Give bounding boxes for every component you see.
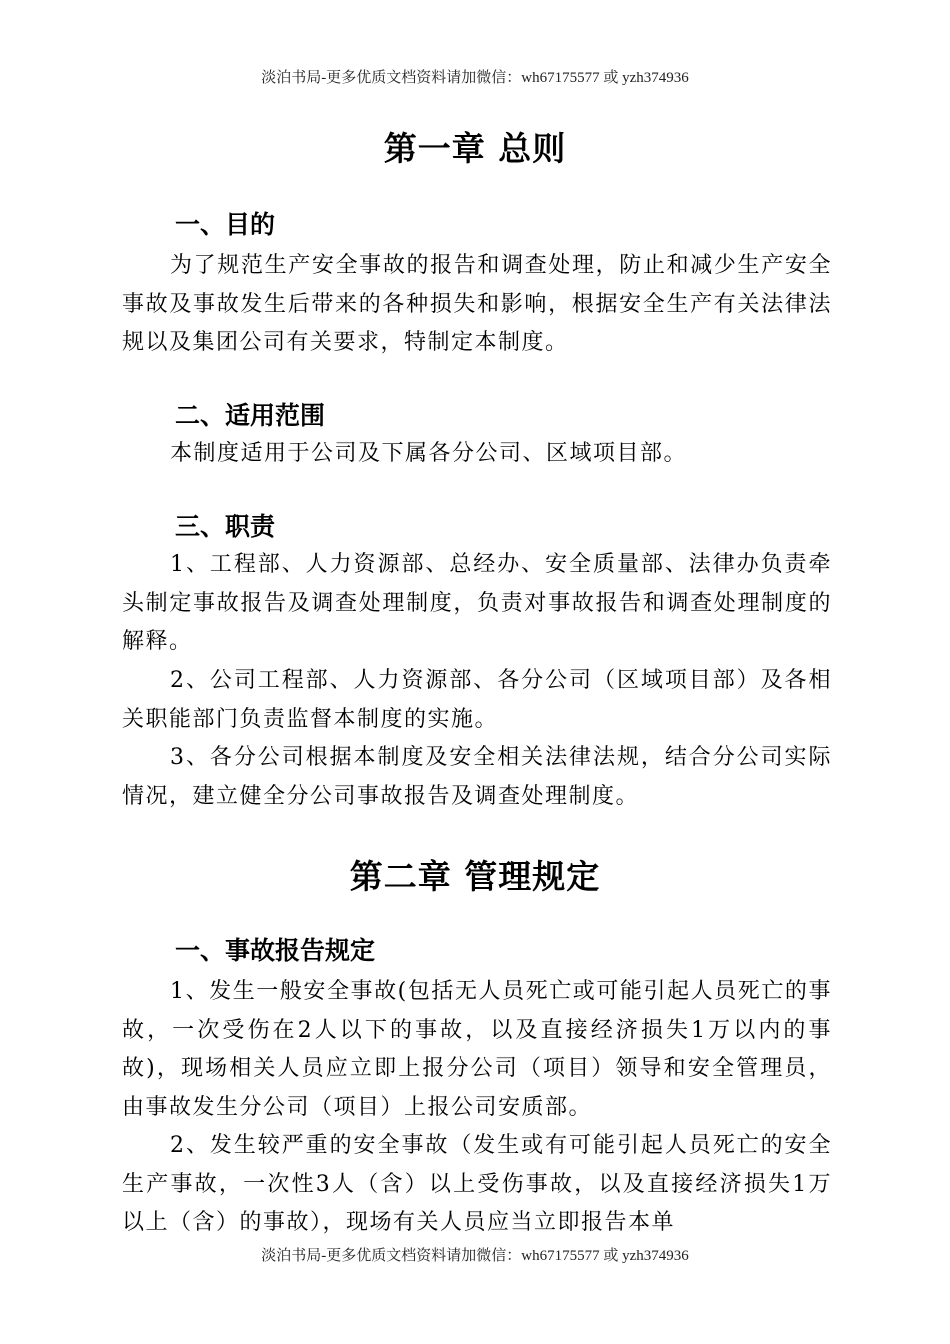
page-footer: 淡泊书局-更多优质文档资料请加微信：wh67175577 或 yzh374936 xyxy=(261,1248,689,1264)
section-scope-paragraph: 本制度适用于公司及下属各分公司、区域项目部。 xyxy=(170,441,688,466)
duties-item-3: 3、各分公司根据本制度及安全相关法律法规，结合分公司实际情况，建立健全分公司事故报告及调查处理制度。 xyxy=(122,745,832,809)
accident-report-item-2: 2、发生较严重的安全事故（发生或有可能引起人员死亡的安全生产事故，一次性3人（含）以上受伤事故，以及直接经济损失1万以上（含）的事故），现场有关人员应当立即报告本单 xyxy=(122,1133,832,1235)
section-purpose-title: 一、目的 xyxy=(175,210,276,239)
accident-report-item-1: 1、发生一般安全事故(包括无人员死亡或可能引起人员死亡的事故，一次受伤在2人以下的事故，以及直接经济损失1万以内的事故)，现场相关人员应立即上报分公司（项目）领导和安全管理员，由事故发生分公司（项目）上报公司安质部。 xyxy=(122,979,832,1120)
duties-item-2: 2、公司工程部、人力资源部、各分公司（区域项目部）及各相关职能部门负责监督本制度的实施。 xyxy=(122,668,832,732)
section-duties-title: 三、职责 xyxy=(175,512,276,541)
page-header: 淡泊书局-更多优质文档资料请加微信：wh67175577 或 yzh374936 xyxy=(261,70,689,86)
duties-item-1: 1、工程部、人力资源部、总经办、安全质量部、法律办负责牵头制定事故报告及调查处理制度，负责对事故报告和调查处理制度的解释。 xyxy=(122,552,832,654)
section-scope-title: 二、适用范围 xyxy=(175,401,326,430)
chapter-1-title: 第一章 总则 xyxy=(383,129,567,168)
section-accident-report-title: 一、事故报告规定 xyxy=(175,936,376,965)
section-purpose-paragraph: 为了规范生产安全事故的报告和调查处理，防止和减少生产安全事故及事故发生后带来的各种损失和影响，根据安全生产有关法律法规以及集团公司有关要求，特制定本制度。 xyxy=(122,253,832,355)
chapter-2-title: 第二章 管理规定 xyxy=(349,857,601,896)
